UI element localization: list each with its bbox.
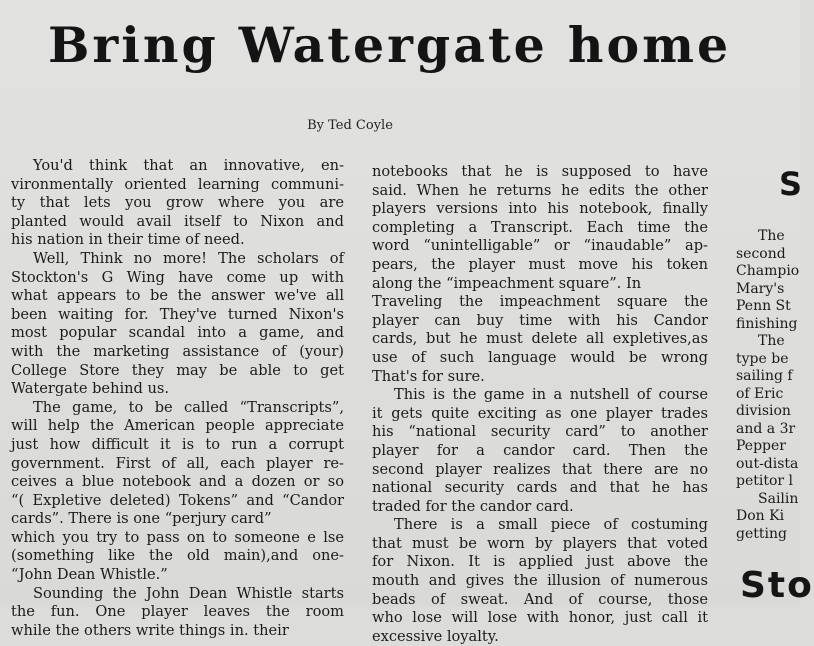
adjacent-article-line: type be bbox=[736, 350, 789, 367]
adjacent-article-line: division bbox=[736, 403, 791, 419]
article-line: government. First of all, each player re- bbox=[11, 454, 344, 472]
article-line: which you try to pass on to someone e lse bbox=[11, 528, 344, 546]
article-line: “( Expletive deleted) Tokens” and “Candor bbox=[11, 491, 344, 509]
article-line: This is the game in a nutshell of course bbox=[394, 386, 708, 404]
adjacent-article-title: S bbox=[779, 165, 803, 203]
article-line: with the marketing assistance of (your) bbox=[11, 342, 344, 360]
article-line: most popular scandal into a game, and bbox=[11, 324, 344, 342]
article-line: while the others write things in. their bbox=[11, 621, 289, 639]
article-line: vironmentally oriented learning communi- bbox=[11, 175, 344, 193]
adjacent-article-line: out-dista bbox=[736, 455, 799, 472]
article-line: word “unintelligable” or “inaudable” ap- bbox=[372, 237, 708, 255]
article-line: the fun. One player leaves the room bbox=[11, 603, 344, 621]
adjacent-article-line: Champio bbox=[736, 263, 800, 279]
byline: By Ted Coyle bbox=[307, 118, 393, 133]
article-line: planted would avail itself to Nixon and bbox=[11, 212, 344, 230]
article-line: been waiting for. They've turned Nixon's bbox=[11, 305, 344, 323]
adjacent-article-line: getting bbox=[736, 525, 787, 542]
adjacent-article-line: Sailin bbox=[758, 490, 799, 507]
article-line: The game, to be called “Transcripts”, bbox=[33, 398, 344, 416]
article-line: Sounding the John Dean Whistle starts bbox=[33, 584, 344, 602]
article-line: beads of sweat. And of course, those bbox=[372, 590, 708, 608]
article-line: it gets quite exciting as one player trades bbox=[372, 404, 708, 422]
adjacent-article-line: The bbox=[758, 228, 785, 244]
article-line: that must be worn by players that voted bbox=[372, 534, 708, 552]
adjacent-article-footer-title: Sto bbox=[740, 565, 814, 606]
article-line: just how difficult it is to run a corrupt bbox=[11, 435, 344, 453]
article-line: (something like the old main),and one- bbox=[11, 547, 344, 565]
article-line: will help the American people appreciate bbox=[11, 417, 344, 435]
article-line: said. When he returns he edits the other bbox=[372, 181, 708, 199]
article-line: College Store they may be able to get bbox=[11, 361, 344, 379]
article-column-1 bbox=[11, 157, 344, 640]
article-line: his “national security card” to another bbox=[372, 423, 708, 441]
article-line: excessive loyalty. bbox=[372, 627, 499, 645]
article-line: There is a small piece of costuming bbox=[394, 516, 708, 534]
article-line: his nation in their time of need. bbox=[11, 231, 245, 249]
adjacent-article-line: of Eric bbox=[736, 385, 784, 402]
article-line: who lose will lose with honor, just call it bbox=[372, 609, 708, 627]
adjacent-article-line: sailing f bbox=[736, 368, 793, 384]
article-line: along the “impeachment square”. In bbox=[372, 274, 642, 292]
adjacent-article-line: Penn St bbox=[736, 298, 791, 314]
article-line: mouth and gives the illusion of numerous bbox=[372, 572, 708, 590]
article-line: ceives a blue notebook and a dozen or so bbox=[11, 473, 344, 491]
article-line: players versions into his notebook, finally bbox=[372, 200, 708, 218]
article-line: Traveling the impeachment square the bbox=[372, 293, 708, 311]
adjacent-article-line: petitor l bbox=[736, 473, 794, 489]
article-line: “John Dean Whistle.” bbox=[11, 566, 168, 584]
article-line: player can buy time with his Candor bbox=[372, 311, 708, 329]
article-line: pears, the player must move his token bbox=[372, 255, 708, 273]
article-line: You'd think that an innovative, en- bbox=[33, 157, 344, 174]
article-line: use of such language would be wrong bbox=[372, 348, 708, 366]
article-line: Stockton's G Wing have come up with bbox=[11, 268, 344, 286]
article-line: completing a Transcript. Each time the bbox=[372, 218, 708, 236]
adjacent-article-line: Mary's bbox=[736, 280, 785, 297]
article-line: Watergate behind us. bbox=[11, 380, 170, 398]
adjacent-article-column bbox=[736, 228, 800, 543]
article-line: cards, but he must delete all expletives,as bbox=[372, 330, 708, 348]
article-column-2 bbox=[372, 163, 708, 646]
article-line: ty that lets you grow where you are bbox=[11, 194, 344, 212]
article-line: traded for the candor card. bbox=[372, 497, 574, 515]
article-line: cards”. There is one “perjury card” bbox=[11, 510, 272, 528]
adjacent-article-line: The bbox=[758, 333, 785, 349]
adjacent-article-line: finishing bbox=[736, 315, 798, 332]
article-line: second player realizes that there are no bbox=[372, 460, 708, 478]
article-line: Well, Think no more! The scholars of bbox=[33, 249, 344, 267]
article-line: for Nixon. It is applied just above the bbox=[372, 553, 708, 571]
adjacent-article-line: Pepper bbox=[736, 438, 786, 454]
headline: Bring Watergate home bbox=[48, 16, 732, 74]
article-line: what appears to be the answer we've all bbox=[11, 287, 344, 305]
adjacent-article-line: second bbox=[736, 245, 786, 262]
article-line: notebooks that he is supposed to have bbox=[372, 163, 708, 180]
adjacent-article-line: Don Ki bbox=[736, 508, 785, 524]
article-line: That's for sure. bbox=[372, 367, 485, 385]
article-line: national security cards and that he has bbox=[372, 479, 708, 497]
adjacent-article-line: and a 3r bbox=[736, 420, 796, 437]
article-line: player for a candor card. Then the bbox=[372, 441, 708, 459]
